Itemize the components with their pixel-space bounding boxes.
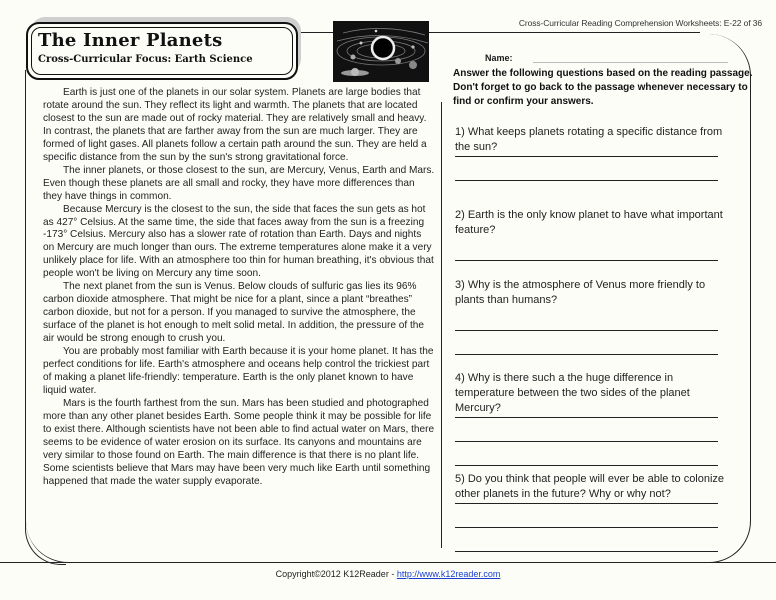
question-2 <box>455 208 725 278</box>
instructions: Answer the following questions based on the reading passage. Don't forget to go back to the passage whenever necessary to find or confirm your answers. <box>453 68 753 107</box>
answer-line[interactable] <box>455 180 718 182</box>
footer-divider <box>0 562 776 563</box>
page-subtitle: Cross-Curricular Focus: Earth Science <box>38 54 253 65</box>
question-text: 1) What keeps planets rotating a specific distance from the sun? <box>455 126 723 153</box>
reading-passage <box>43 87 435 489</box>
passage-paragraph: Earth is just one of the planets in our solar system. Planets are large bodies that rotate around the sun. They reflect its light and warmth. The planets that are located closest to the sun are made out of rocky material. They are relatively small and heavy. In contrast, the planets that are farther away from the sun are much larger. They are formed of light gases. All planets follow a certain path around the sun. They are held a specific distance from the sun by the sun's strong gravitational force. <box>43 87 427 163</box>
answer-line[interactable] <box>455 503 718 505</box>
question-text: 5) Do you think that people will ever be able to colonize other planets in the future? Why or why not? <box>455 473 725 500</box>
title-box <box>26 22 298 80</box>
answer-line[interactable] <box>455 260 718 262</box>
name-field[interactable] <box>533 62 728 63</box>
question-text: 3) Why is the atmosphere of Venus more friendly to plants than humans? <box>455 279 706 306</box>
questions-list <box>455 125 725 553</box>
question-1 <box>455 125 725 208</box>
solar-system-icon <box>333 21 429 82</box>
passage-paragraph: The next planet from the sun is Venus. Below clouds of sulfuric gas lies its 96% carbon dioxide atmosphere. That might be nice for a plant, since a plant “breathes” carbon dioxide, but not for a person. If you managed to survive the atmosphere, the surface of the planet is hot enough to melt solid metal. In addition, the pressure of the air would be strong enough to crush you. <box>43 281 424 345</box>
answer-line[interactable] <box>455 156 718 158</box>
answer-line[interactable] <box>455 417 718 419</box>
answer-line[interactable] <box>455 354 718 356</box>
passage-paragraph: Because Mercury is the closest to the sun, the side that faces the sun gets as hot as 427° Celsius. At the same time, the side that faces away from the sun is a freezing -173° Celsius. Mercury also has a slower rate of rotation than Earth. Days and nights on Mercury are much longer than ours. The extreme temperatures alone make it a very unlikely place for life. With an atmosphere too thin for human breathing, it's obvious that people won't be living on Mercury any time soon. <box>43 203 434 280</box>
question-5 <box>455 472 725 553</box>
answer-line[interactable] <box>455 527 718 529</box>
footer <box>0 569 776 579</box>
copyright-text: Copyright©2012 K12Reader - <box>275 569 397 579</box>
name-label: Name: <box>485 53 513 63</box>
question-text: 2) Earth is the only know planet to have what important feature? <box>455 209 723 236</box>
question-text: 4) Why is there such a the huge difference in temperature between the two sides of the planet Mercury? <box>455 372 690 414</box>
passage-paragraph: The inner planets, or those closest to the sun, are Mercury, Venus, Earth and Mars. Even though these planets are all small and rocky, they have more differences than they have things in common. <box>43 164 435 202</box>
answer-line[interactable] <box>455 551 718 553</box>
question-4 <box>455 371 725 472</box>
answer-line[interactable] <box>455 441 718 443</box>
page-title: The Inner Planets <box>38 30 223 51</box>
worksheet-meta: Cross-Curricular Reading Comprehension Worksheets: E-22 of 36 <box>518 18 762 28</box>
column-divider <box>441 102 442 548</box>
passage-paragraph: You are probably most familiar with Earth because it is your home planet. It has the perfect conditions for life. Earth's atmosphere and oceans help control the trickiest part of making a planet life-friendly: temperature. Earth is the only planet known to have liquid water. <box>43 346 434 396</box>
k12reader-link[interactable]: http://www.k12reader.com <box>396 569 501 579</box>
question-3 <box>455 278 725 371</box>
answer-line[interactable] <box>455 330 718 332</box>
passage-paragraph: Mars is the fourth farthest from the sun. Mars has been studied and photographed more than any other planet besides Earth. Some people think it may be possible for life to exist there. Although scientists have not been able to find actual water on Mars, there seems to be evidence of water erosion on its surface. Its canyons and mountains are very similar to those found on Earth. The main difference is that there is no plant life. Some scientists believe that Mars may have been very much like Earth until something happened that made the water supply evaporate. <box>43 397 435 487</box>
answer-line[interactable] <box>455 465 718 467</box>
